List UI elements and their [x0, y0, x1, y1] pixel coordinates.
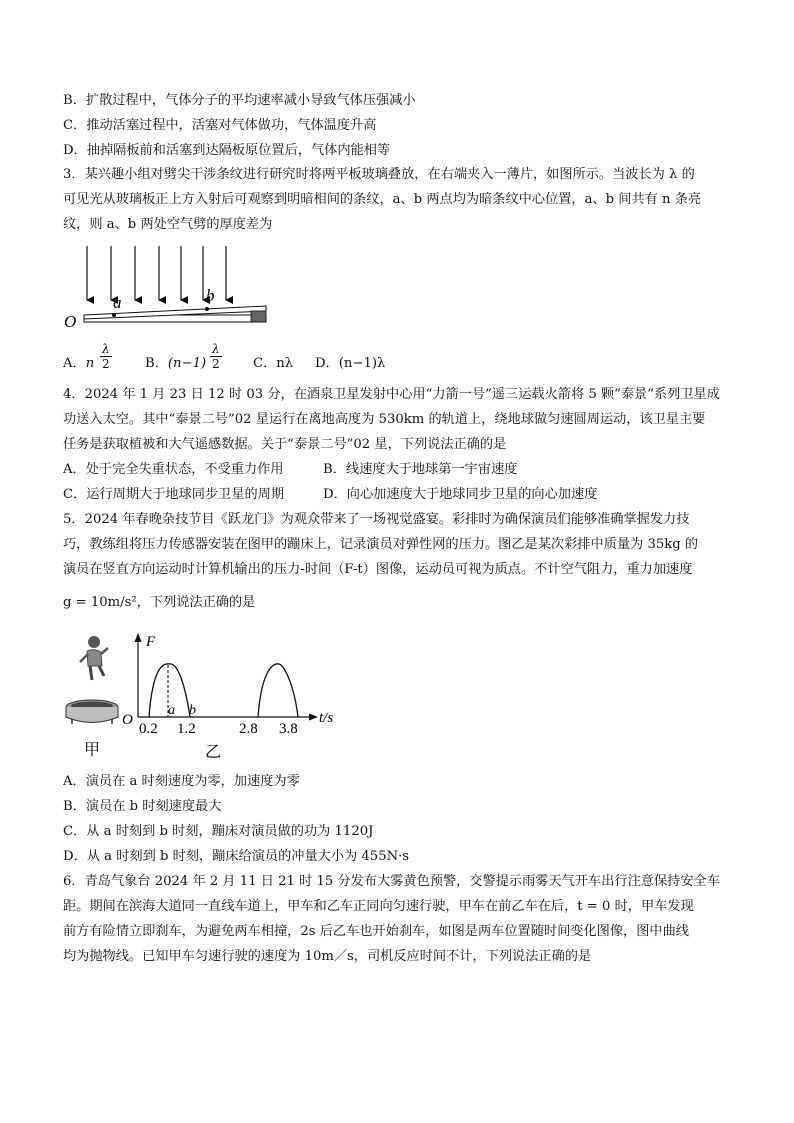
- thin-sheet: [251, 311, 266, 322]
- q3-stem-line1: 3．某兴趣小组对劈尖干涉条纹进行研究时将两平板玻璃叠放，在右端夹入一薄片，如图所示。当波长为 λ 的: [63, 167, 695, 182]
- q5-stem-line4: g = 10m/s²，下列说法正确的是: [63, 595, 256, 610]
- tick-label-1-2: 1.2: [177, 721, 196, 737]
- point-a-label: a: [168, 703, 175, 718]
- q5-stem-line2: 巧，教练组将压力传感器安装在图甲的蹦床上，记录演员对弹性网的压力。图乙是某次彩排中质量为 35kg 的: [63, 537, 699, 552]
- q4-option-b: B．线速度大于地球第一宇宙速度: [323, 462, 518, 477]
- q5-stem-line1: 5．2024 年春晚杂技节目《跃龙门》为观众带来了一场视觉盛宴。彩排时为确保演员们能够准确掌握发力技: [63, 512, 690, 527]
- q5-option-b: B．演员在 b 时刻速度最大: [63, 799, 222, 814]
- point-a-dot: [112, 313, 116, 317]
- q3-option-d: D．(n−1)λ: [315, 356, 386, 371]
- q3-stem-line2: 可见光从玻璃板正上方入射后可观察到明暗相间的条纹，a、b 两点均为暗条纹中心位置，a、b 间共有 n 条亮: [63, 192, 702, 207]
- q5-option-c: C．从 a 时刻到 b 时刻，蹦床对演员做的功为 1120J: [63, 824, 374, 839]
- axis-label-f: F: [146, 634, 156, 650]
- q6-stem-line2: 距。期间在滨海大道同一直线车道上，甲车和乙车正同向匀速行驶，甲车在前乙车在后，t = 0 时，甲车发现: [63, 899, 694, 914]
- q5-option-d: D．从 a 时刻到 b 时刻，蹦床给演员的冲量大小为 455N·s: [63, 849, 410, 864]
- trampoline-illustration: [66, 700, 118, 724]
- force-pulse-2: [258, 664, 298, 717]
- q4-stem-line3: 任务是获取植被和大气遥感数据。关于“泰景二号”02 星，下列说法正确的是: [63, 437, 507, 452]
- x-axis-arrowhead: [309, 714, 318, 721]
- q2-option-d: D．抽掉隔板前和活塞到达隔板原位置后，气体内能相等: [63, 143, 391, 158]
- tick-label-2-8: 2.8: [239, 721, 258, 737]
- q5-option-a: A．演员在 a 时刻速度为零，加速度为零: [63, 774, 300, 789]
- q4-stem-line2: 功送入太空。其中“泰景二号”02 星运行在离地高度为 530km 的轨道上，绕地球做匀速圆周运动，该卫星主要: [63, 412, 706, 427]
- point-b-dot: [205, 307, 209, 311]
- q3-option-c: C．nλ: [253, 356, 294, 371]
- label-b: b: [206, 286, 215, 305]
- point-b-label: b: [189, 703, 196, 718]
- caption-jia: 甲: [84, 742, 101, 759]
- q6-stem-line1: 6．青岛气象台 2024 年 2 月 11 日 21 时 15 分发布大雾黄色预警，交警提示雨雾天气开车出行注意保持安全车: [63, 874, 720, 889]
- q2-option-b: B．扩散过程中，气体分子的平均速率减小导致气体压强减小: [63, 93, 416, 108]
- label-a: a: [113, 293, 122, 312]
- q6-stem-line3: 前方有险情立即刹车，为避免两车相撞，2s 后乙车也开始刹车，如图是两车位置随时间变化图像，图中曲线: [63, 924, 689, 939]
- trampoline-force-figure: [60, 624, 350, 766]
- label-o: O: [64, 312, 77, 331]
- origin-label: O: [122, 712, 133, 728]
- performer-illustration: [80, 636, 108, 680]
- caption-yi: 乙: [205, 744, 222, 761]
- q3-option-b-fraction: $\frac{\lambda}{2}$: [211, 342, 220, 371]
- axis-label-t: t/s: [319, 710, 334, 726]
- q5-stem-line3: 演员在竖直方向运动时计算机输出的压力-时间（F-t）图像，运动员可视为质点。不计空气阻力，重力加速度: [63, 562, 693, 577]
- q2-option-c: C．推动活塞过程中，活塞对气体做功，气体温度升高: [63, 118, 377, 133]
- wedge-interference-figure: [60, 242, 275, 334]
- q4-stem-line1: 4．2024 年 1 月 23 日 12 时 03 分，在酒泉卫星发射中心用“力箭一号”遥三运载火箭将 5 颗“泰景”系列卫星成: [63, 387, 720, 402]
- q3-option-b: B．(n−1): [145, 356, 207, 371]
- tick-label-3-8: 3.8: [279, 721, 298, 737]
- q6-stem-line4: 均为抛物线。已知甲车匀速行驶的速度为 10m／s，司机反应时间不计，下列说法正确的是: [63, 949, 592, 964]
- q4-option-a: A．处于完全失重状态，不受重力作用: [63, 462, 284, 477]
- q4-option-d: D．向心加速度大于地球同步卫星的向心加速度: [323, 487, 598, 502]
- q3-stem-line3: 纹，则 a、b 两处空气劈的厚度差为: [63, 217, 273, 232]
- q3-option-a-fraction: $\frac{\lambda}{2}$: [101, 342, 110, 371]
- q3-option-a: A．n: [63, 356, 95, 371]
- tick-label-0-2: 0.2: [139, 721, 158, 737]
- q4-option-c: C．运行周期大于地球同步卫星的周期: [63, 487, 285, 502]
- y-axis-arrowhead: [135, 633, 142, 642]
